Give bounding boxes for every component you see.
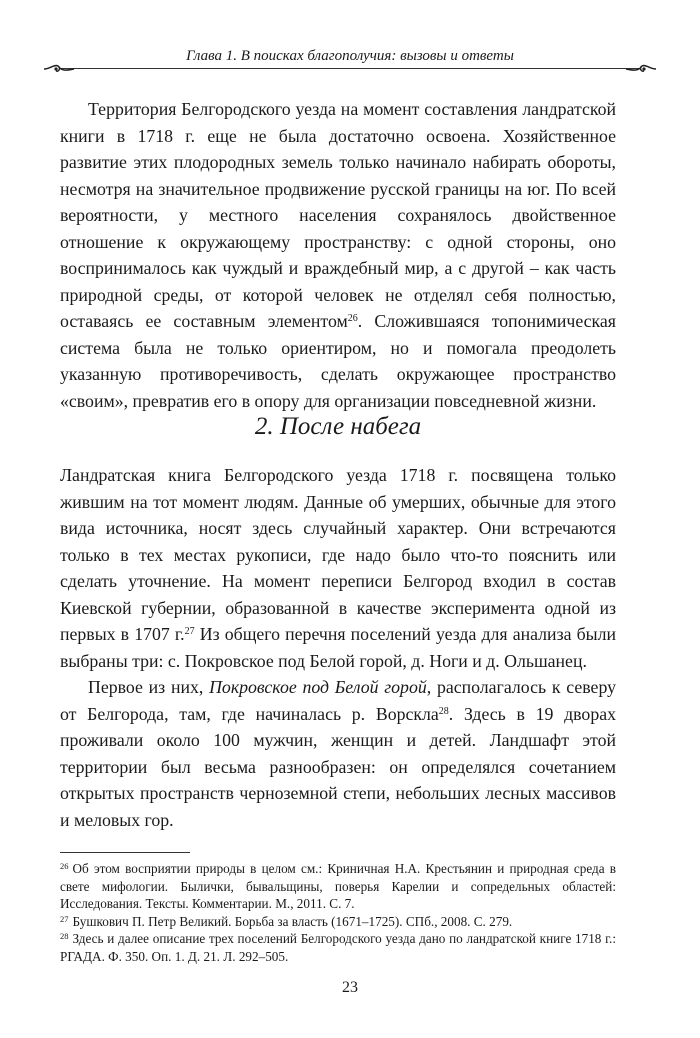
paragraph-2-block bbox=[60, 462, 616, 833]
footnote-ref-26: 26 bbox=[347, 313, 358, 324]
running-head-rule bbox=[60, 68, 640, 69]
paragraph-2-text-b: Из общего перечня поселений уезда для анализа были выбраны три: с. Покровское под Белой горой, д. Ноги и д. Ольшанец. bbox=[60, 624, 617, 671]
paragraph-3-text-b: , располагалось к северу от Белгорода, там, где начиналась р. Ворскла bbox=[60, 677, 616, 724]
footnote-ref-28: 28 bbox=[438, 705, 449, 717]
ornament-right-icon bbox=[624, 60, 658, 78]
footnote-rule bbox=[60, 852, 190, 853]
paragraph-2 bbox=[60, 462, 616, 674]
footnote-ref-27: 27 bbox=[184, 626, 195, 637]
footnote bbox=[60, 913, 616, 931]
footnote-text: Здесь и далее описание трех поселений Белгородского уезда дано по ландратской книге 1718 г.: РГАДА. Ф. 350. Оп. 1. Д. 21. Л. 292–505. bbox=[60, 931, 616, 964]
paragraph-1 bbox=[60, 96, 616, 414]
footnote-text: Об этом восприятии природы в целом см.: Криничная Н.А. Крестьянин и природная среда в свете мифологии. Былички, бывальщины, поверья Карелии и сопредельных областей: Исследования. Тексты. Комментарии. М., 2011. С. 7. bbox=[60, 861, 616, 911]
footnote bbox=[60, 930, 616, 965]
footnote-text: Бушкович П. Петр Великий. Борьба за власть (1671–1725). СПб., 2008. С. 279. bbox=[72, 913, 513, 929]
footnote-number: 27 bbox=[60, 913, 69, 924]
footnotes bbox=[60, 860, 616, 965]
paragraph-2-text-a: Ландратская книга Белгородского уезда 1718 г. посвящена только жившим на тот момент людям. Данные об умерших, обычные для этого вида источника, носят здесь случайный характер. Они встречаются только в тех местах рукописи, где надо было что-то пояснить или сделать уточнение. На момент переписи Белгород входил в состав Киевской губернии, образованной в качестве эксперимента одной из первых в 1707 г. bbox=[60, 465, 616, 644]
paragraph-3-italic-place: Покровское под Белой горой bbox=[209, 677, 427, 697]
paragraph-1-text-b: . Сложившаяся топонимическая система была не только ориентиром, но и помогала преодолеть указанную противоречивость, сделать окружающее пространство «своим», превратив его в опору для организации повседневной жизни. bbox=[60, 311, 616, 411]
page-number: 23 bbox=[342, 979, 358, 996]
footnote-number: 28 bbox=[60, 931, 69, 941]
paragraph-3-text-c: . Здесь в 19 дворах проживали около 100 мужчин, женщин и детей. Ландшафт этой территории был весьма разнообразен: он определялся сочетанием открытых пространств черноземной степи, небольших лесных массивов и меловых гор. bbox=[60, 703, 616, 830]
paragraph-1-text-a: Территория Белгородского уезда на момент составления ландратской книги в 1718 г. еще не была достаточно освоена. Хозяйственное развитие этих плодородных земель только начинало набирать обороты, несмотря на значительное продвижение русской границы на юг. По всей вероятности, у местного населения сохранялось двойственное отношение к окружающему пространству: с одной стороны, оно воспринималось как чуждый и враждебный мир, а с другой – как часть природной среды, от которой человек не отделял себя полностью, оставаясь ее составным элементом bbox=[60, 99, 616, 331]
footnote bbox=[60, 860, 616, 913]
paragraph-3 bbox=[60, 674, 616, 833]
paragraph-1-text bbox=[60, 96, 616, 414]
running-head bbox=[40, 46, 660, 72]
section-heading: 2. После набега bbox=[254, 413, 422, 440]
running-head-title: Глава 1. В поисках благополучия: вызовы и ответы bbox=[186, 48, 514, 64]
paragraph-3-text-a: Первое из них, bbox=[88, 677, 210, 697]
footnote-number: 26 bbox=[60, 861, 69, 871]
ornament-left-icon bbox=[42, 60, 76, 78]
